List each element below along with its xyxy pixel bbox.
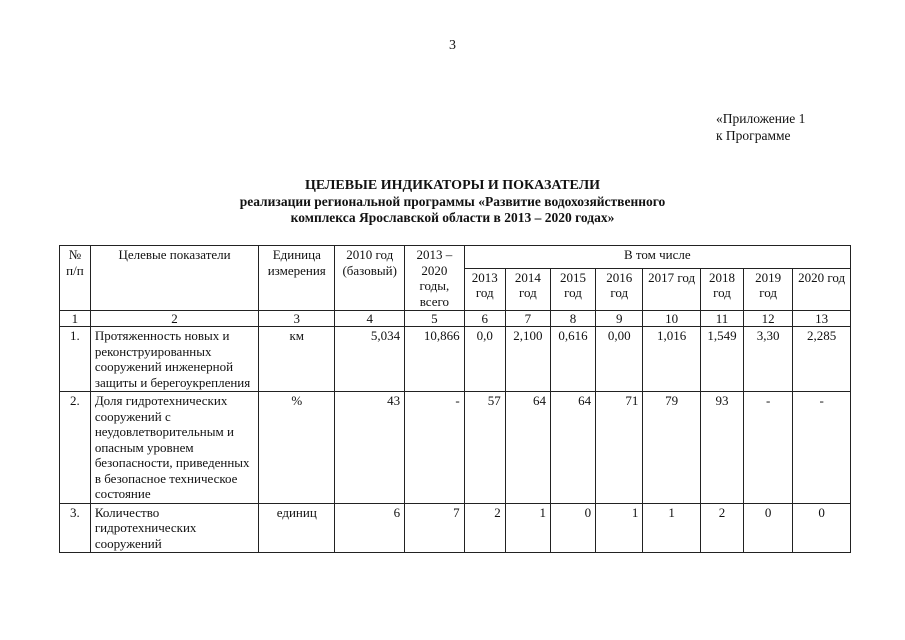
row-indicator: Количество гидротехнических сооружений xyxy=(90,503,258,553)
column-number: 7 xyxy=(505,311,550,327)
row-base-value: 43 xyxy=(335,392,405,504)
row-unit: км xyxy=(259,327,335,392)
row-year-value: - xyxy=(744,392,793,504)
row-year-value: 2,285 xyxy=(793,327,851,392)
row-year-value: 2 xyxy=(464,503,505,553)
row-year-value: 1 xyxy=(643,503,701,553)
appendix-line-1: «Приложение 1 xyxy=(716,111,806,126)
row-unit: единиц xyxy=(259,503,335,553)
header-indicator: Целевые показатели xyxy=(90,246,258,311)
row-year-value: 0,0 xyxy=(464,327,505,392)
row-year-value: - xyxy=(793,392,851,504)
header-including: В том числе xyxy=(464,246,850,269)
column-number: 11 xyxy=(700,311,743,327)
page-number: 3 xyxy=(449,38,456,53)
column-number: 9 xyxy=(596,311,643,327)
row-indicator: Протяженность новых и реконструированных сооружений инженерной защиты и берегоукрепления xyxy=(90,327,258,392)
row-year-value: 1,549 xyxy=(700,327,743,392)
row-year-value: 2 xyxy=(700,503,743,553)
column-number: 4 xyxy=(335,311,405,327)
header-year: 2015 год xyxy=(550,268,595,310)
column-number: 12 xyxy=(744,311,793,327)
header-total: 2013 – 2020 годы, всего xyxy=(405,246,465,311)
header-row-1 xyxy=(60,246,851,269)
header-base-year: 2010 год (базовый) xyxy=(335,246,405,311)
column-number: 3 xyxy=(259,311,335,327)
title-line-1: ЦЕЛЕВЫЕ ИНДИКАТОРЫ И ПОКАЗАТЕЛИ xyxy=(304,178,601,193)
header-year: 2018 год xyxy=(700,268,743,310)
row-year-value: 1,016 xyxy=(643,327,701,392)
header-year: 2017 год xyxy=(643,268,701,310)
row-total-value: 7 xyxy=(405,503,465,553)
appendix-note xyxy=(716,110,805,144)
document-title xyxy=(0,178,905,226)
table-row xyxy=(60,327,851,392)
row-year-value: 2,100 xyxy=(505,327,550,392)
row-year-value: 0 xyxy=(793,503,851,553)
row-year-value: 0,00 xyxy=(596,327,643,392)
row-no: 3. xyxy=(60,503,91,553)
header-year: 2013 год xyxy=(464,268,505,310)
table-row xyxy=(60,503,851,553)
row-year-value: 0 xyxy=(744,503,793,553)
row-year-value: 0 xyxy=(550,503,595,553)
row-unit: % xyxy=(259,392,335,504)
title-line-2: реализации региональной программы «Развитие водохозяйственного xyxy=(239,194,666,209)
row-no: 2. xyxy=(60,392,91,504)
column-numbers-row xyxy=(60,311,851,327)
header-unit: Единица измерения xyxy=(259,246,335,311)
row-indicator: Доля гидротехнических сооружений с неудовлетворительным и опасным уровнем безопасности, приведенных в безопасное техническое состояние xyxy=(90,392,258,504)
row-year-value: 79 xyxy=(643,392,701,504)
row-year-value: 93 xyxy=(700,392,743,504)
row-year-value: 3,30 xyxy=(744,327,793,392)
row-year-value: 71 xyxy=(596,392,643,504)
table-row xyxy=(60,392,851,504)
appendix-line-2: к Программе xyxy=(716,128,791,143)
title-line-3: комплекса Ярославской области в 2013 – 2020 годах» xyxy=(290,210,615,225)
row-year-value: 1 xyxy=(505,503,550,553)
row-total-value: 10,866 xyxy=(405,327,465,392)
column-number: 5 xyxy=(405,311,465,327)
indicators-table xyxy=(59,245,851,553)
row-year-value: 64 xyxy=(550,392,595,504)
header-year: 2016 год xyxy=(596,268,643,310)
row-year-value: 0,616 xyxy=(550,327,595,392)
column-number: 6 xyxy=(464,311,505,327)
row-total-value: - xyxy=(405,392,465,504)
header-year: 2020 год xyxy=(793,268,851,310)
header-year: 2019 год xyxy=(744,268,793,310)
header-no: № п/п xyxy=(60,246,91,311)
header-year: 2014 год xyxy=(505,268,550,310)
column-number: 8 xyxy=(550,311,595,327)
row-year-value: 64 xyxy=(505,392,550,504)
row-base-value: 5,034 xyxy=(335,327,405,392)
row-base-value: 6 xyxy=(335,503,405,553)
column-number: 1 xyxy=(60,311,91,327)
row-year-value: 1 xyxy=(596,503,643,553)
row-no: 1. xyxy=(60,327,91,392)
column-number: 10 xyxy=(643,311,701,327)
row-year-value: 57 xyxy=(464,392,505,504)
column-number: 13 xyxy=(793,311,851,327)
column-number: 2 xyxy=(90,311,258,327)
